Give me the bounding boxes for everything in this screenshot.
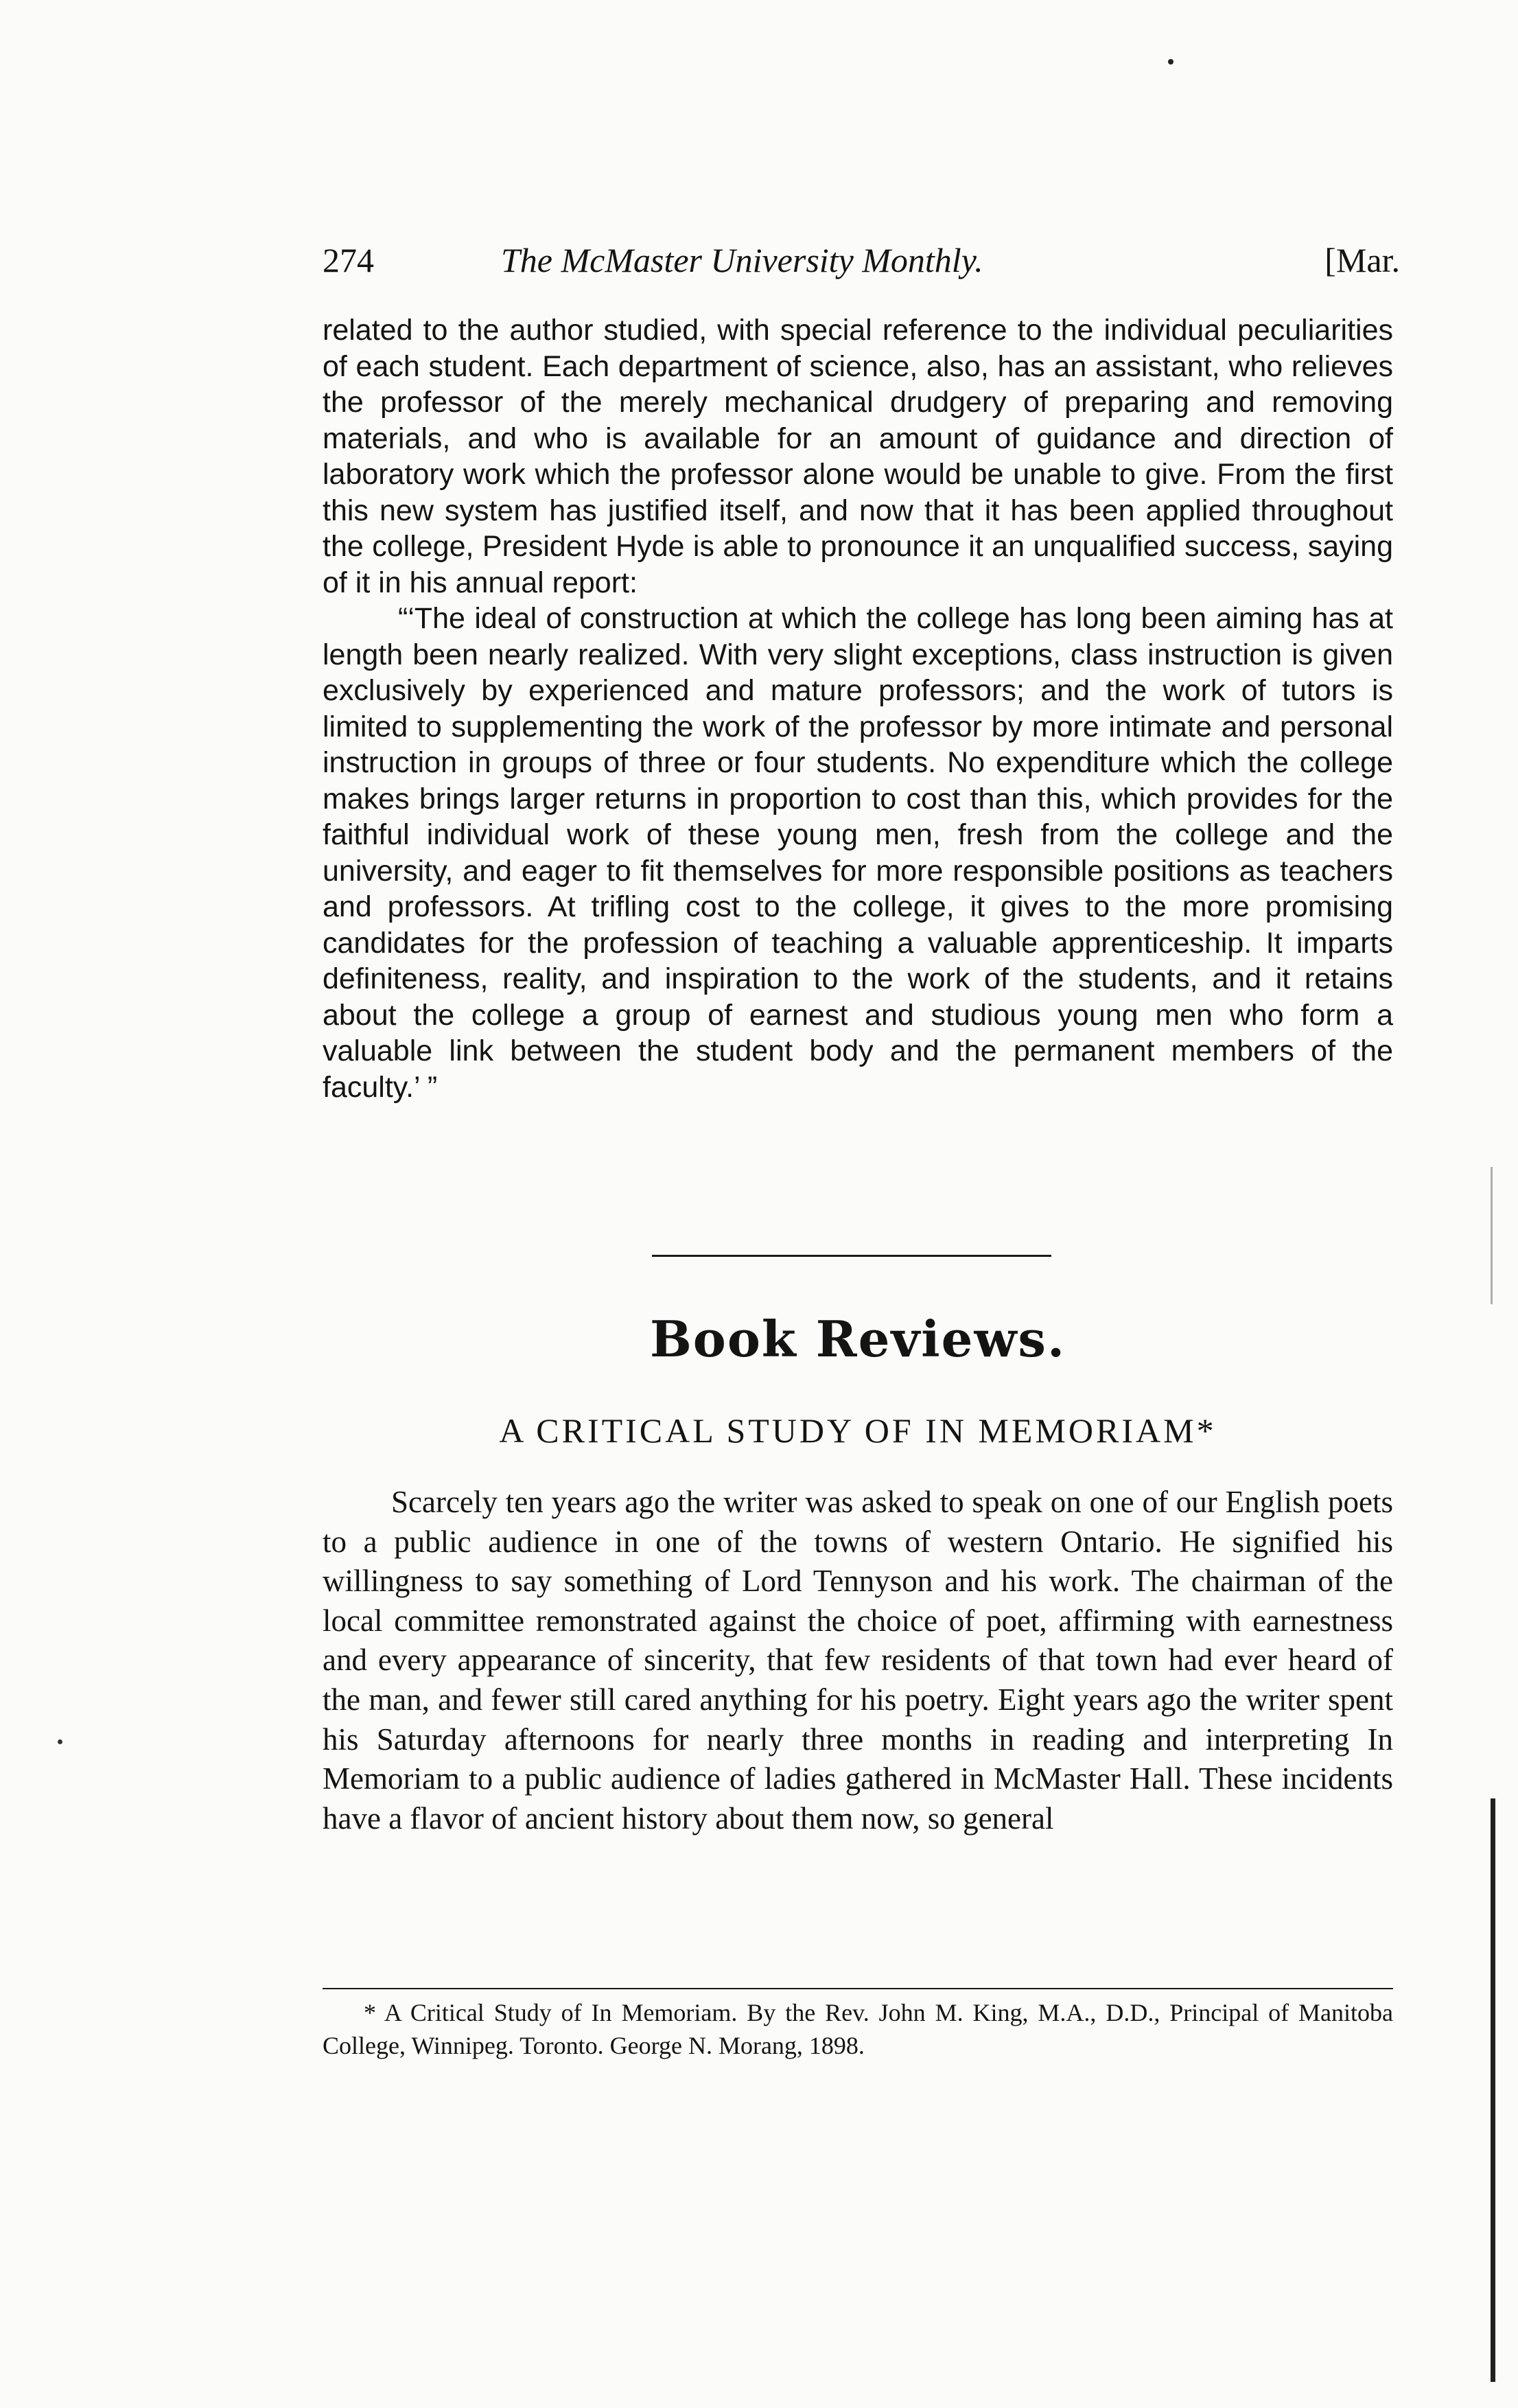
paragraph: related to the author studied, with special reference to the individual peculiarities of each student. Each department of science, also, has an assistant, who relieves the professor of the merely mechanical drudgery of preparing and removing materials, and who is available for an amount of guidance and direction of laboratory work which the professor alone would be unable to give. From the first this new system has justified itself, and now that it has been applied throughout the college, President Hyde is able to pronounce it an unqualified success, saying of it in his annual report: (323, 314, 1393, 599)
block-quote: “‘The ideal of construction at which the college has long been aiming has at length been nearly realized. With very slight exceptions, class instruction is given exclusively by experienced and mature professors; and the work of tutors is limited to supplementing the work of the professor by more intimate and personal instruction in groups of three or four students. No expenditure which the college makes brings larger returns in proportion to cost than this, which provides for the faithful individual work of these young men, fresh from the college and the university, and eager to fit themselves for more responsible positions as teachers and professors. At trifling cost to the college, it gives to the more promising candidates for the profession of teaching a valuable apprenticeship. It imparts definiteness, reality, and inspiration to the work of the students, and it retains about the college a group of earnest and studious young men who form a valuable link between the student body and the permanent members of the faculty.’ ” (323, 602, 1393, 1104)
ink-speck (1168, 59, 1173, 65)
running-header (323, 240, 1400, 288)
continued-article-text (323, 312, 1393, 1105)
ink-speck (58, 1739, 62, 1744)
footnote (323, 1996, 1393, 2062)
issue-month: [Mar. (1324, 241, 1400, 279)
page-edge-shadow (1491, 1798, 1495, 2382)
section-divider (652, 1255, 1051, 1257)
footnote-text: * A Critical Study of In Memoriam. By the Rev. John M. King, M.A., D.D., Principal of Manitoba College, Winnipeg. Toronto. George N. Morang, 1898. (323, 1999, 1393, 2059)
footnote-rule (323, 1988, 1393, 1989)
page-number: 274 (323, 241, 374, 279)
section-title: Book Reviews. (649, 1310, 1066, 1368)
page-edge-shadow (1491, 1167, 1493, 1304)
review-text (323, 1483, 1393, 1838)
journal-title: The McMaster University Monthly. (501, 241, 983, 279)
article-title: A CRITICAL STUDY OF IN MEMORIAM* (499, 1411, 1217, 1450)
paragraph: Scarcely ten years ago the writer was asked to speak on one of our English poets to a public audience in one of the towns of western Ontario. He signified his willingness to say something of Lord Tennyson and his work. The chairman of the local committee remonstrated against the choice of poet, affirming with earnestness and every appearance of sincerity, that few residents of that town had ever heard of the man, and fewer still cared anything for his poetry. Eight years ago the writer spent his Saturday afternoons for nearly three months in reading and interpreting In Memoriam to a public audience of ladies gathered in McMaster Hall. These incidents have a flavor of ancient history about them now, so general (323, 1485, 1393, 1836)
